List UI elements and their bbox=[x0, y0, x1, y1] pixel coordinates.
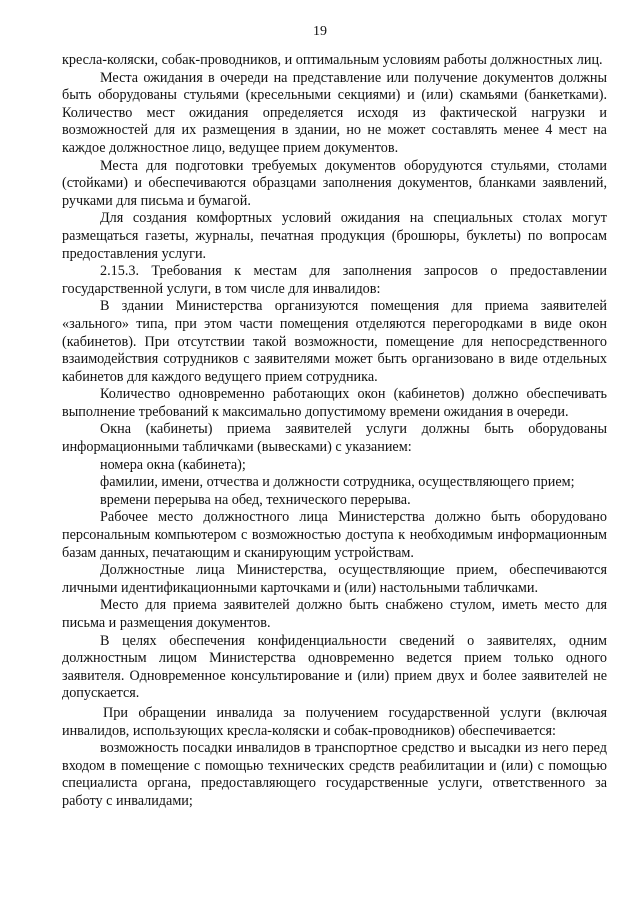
paragraph: Места ожидания в очереди на представление или получение документов должны быть оборудованы стульями (кресельными секциями) и (или) скамьями (банкетками). Количество мест ожидания определяется исходя из фактической нагрузки и возможностей для их размещения в здании, но не может составлять менее 4 мест на каждое должностное лицо, ведущее прием документов. bbox=[62, 69, 607, 156]
paragraph: Окна (кабинеты) приема заявителей услуги должны быть оборудованы информационными табличками (вывесками) с указанием: bbox=[62, 421, 607, 456]
paragraph: Количество одновременно работающих окон (кабинетов) должно обеспечивать выполнение требований к максимально допустимому времени ожидания в очереди. bbox=[62, 386, 607, 420]
paragraph: Для создания комфортных условий ожидания на специальных столах могут размещаться газеты, журналы, печатная продукция (брошюры, буклеты) по вопросам предоставления услуги. bbox=[62, 210, 607, 262]
list-item: времени перерыва на обед, технического перерыва. bbox=[100, 491, 411, 508]
paragraph: Должностные лица Министерства, осуществляющие прием, обеспечиваются личными идентификационными карточками и (или) настольными табличками. bbox=[62, 562, 607, 596]
paragraph: При обращении инвалида за получением государственной услуги (включая инвалидов, использующих кресла-коляски и собак-проводников) обеспечивается: bbox=[62, 704, 607, 739]
page-number: 19 bbox=[313, 24, 327, 39]
paragraph: В здании Министерства организуются помещения для приема заявителей «зального» типа, при этом части помещения отделяются перегородками в виде окон (кабинетов). При отсутствии такой возможности, помещение для непосредственного взаимодействия сотрудников с заявителями может быть организовано в виде отдельных кабинетов для каждого ведущего прием сотрудника. bbox=[62, 298, 607, 385]
paragraph: Места для подготовки требуемых документов оборудуются стульями, столами (стойками) и обеспечиваются образцами заполнения документов, бланками заявлений, ручками для письма и бумагой. bbox=[62, 157, 607, 209]
paragraph: Место для приема заявителей должно быть снабжено стулом, иметь место для письма и размещения документов. bbox=[62, 597, 607, 631]
paragraph: 2.15.3. Требования к местам для заполнения запросов о предоставлении государственной услуги, в том числе для инвалидов: bbox=[62, 263, 607, 297]
paragraph: Рабочее место должностного лица Министерства должно быть оборудовано персональным компьютером с возможностью доступа к необходимым информационным базам данных, печатающим и сканирующим устройствам. bbox=[62, 509, 607, 561]
paragraph: В целях обеспечения конфиденциальности сведений о заявителях, одним должностным лицом Министерства одновременно ведется прием только одного заявителя. Одновременное консультирование и (или) прием двух и более заявителей не допускается. bbox=[62, 632, 607, 702]
list-item: фамилии, имени, отчества и должности сотрудника, осуществляющего прием; bbox=[100, 474, 575, 491]
body-text bbox=[62, 52, 607, 811]
paragraph: возможность посадки инвалидов в транспортное средство и высадки из него перед входом в помещение с помощью технических средств реабилитации и (или) с помощью специалиста органа, предоставляющего государственные услуги, ответственного за работу с инвалидами; bbox=[62, 740, 607, 809]
paragraph: кресла-коляски, собак-проводников, и оптимальным условиям работы должностных лиц. bbox=[62, 52, 603, 68]
list-item: номера окна (кабинета); bbox=[100, 456, 246, 473]
